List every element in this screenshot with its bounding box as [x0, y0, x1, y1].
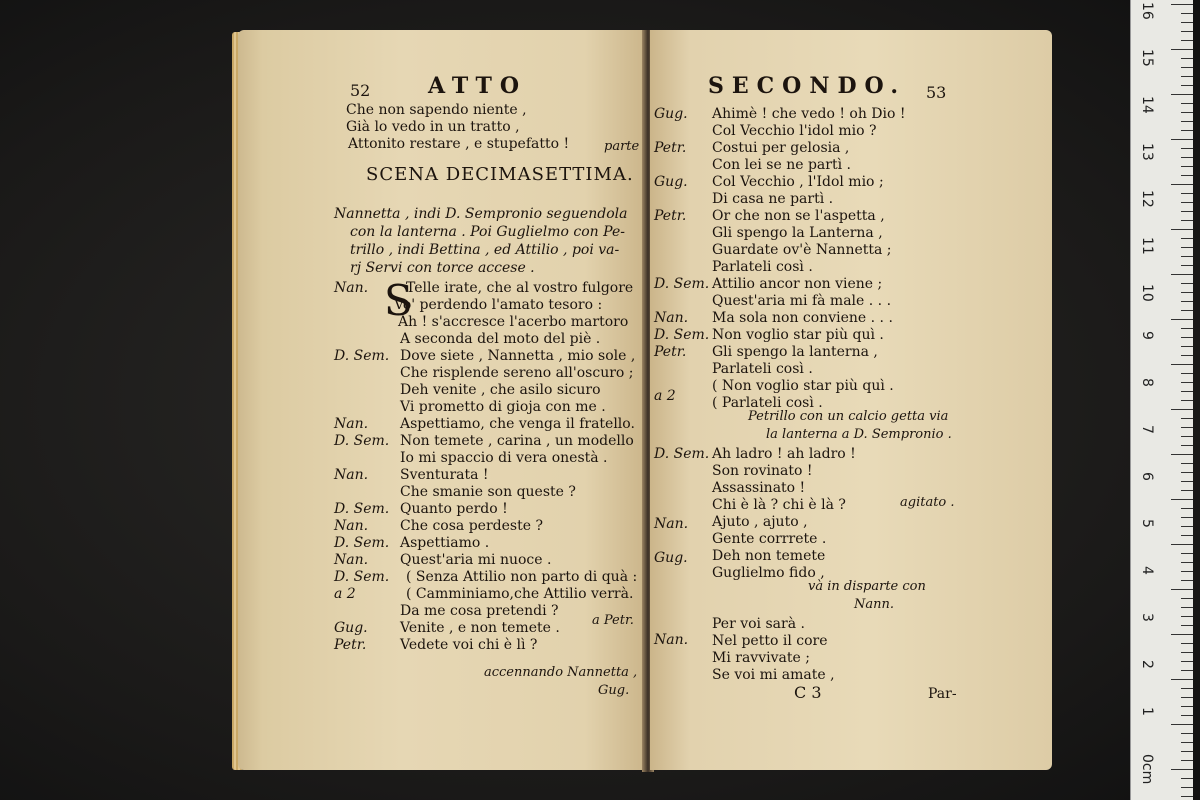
speaker-name: a 2: [334, 586, 356, 602]
ruler-tick: [1181, 220, 1193, 221]
left-page: [238, 30, 646, 770]
verse-line: Che risplende sereno all'oscuro ;: [400, 365, 634, 381]
verse-line: Quanto perdo !: [400, 501, 508, 517]
speaker-name: D. Sem.: [654, 276, 710, 292]
ruler-tick: [1181, 796, 1193, 797]
ruler-tick: [1181, 328, 1193, 329]
verse-line: ( Parlateli così .: [712, 395, 823, 411]
verse-line: ( Non voglio star più quì .: [712, 378, 894, 394]
ruler-number: 16: [1139, 2, 1155, 20]
ruler-tick: [1181, 400, 1193, 401]
ruler-tick: [1181, 418, 1193, 419]
left-running-header: ATTO: [428, 73, 527, 99]
verse-line: Gente corrrete .: [712, 531, 827, 547]
verse-line: Che cosa perdeste ?: [400, 518, 543, 534]
ruler-number: 2: [1139, 660, 1155, 669]
left-page-number: 52: [350, 81, 371, 100]
ruler-tick: [1181, 661, 1193, 662]
ruler-tick: [1181, 76, 1193, 77]
ruler-tick: [1181, 175, 1193, 176]
verse-line: Guglielmo fido ,: [712, 565, 825, 581]
speaker-name: Gug.: [334, 620, 368, 636]
speaker-name: D. Sem.: [334, 433, 390, 449]
ruler-tick: [1181, 310, 1193, 311]
ruler-tick: [1181, 67, 1193, 68]
speaker-name: D. Sem.: [654, 446, 710, 462]
catchword: Par-: [928, 686, 957, 702]
aside: accennando Nannetta ,: [484, 665, 638, 680]
verse-line: Parlateli così .: [712, 361, 813, 377]
ruler-tick: [1181, 202, 1193, 203]
verse-line: Aspettiamo .: [400, 535, 490, 551]
verse-line: Che smanie son queste ?: [400, 484, 576, 500]
ruler-tick: [1171, 139, 1193, 140]
ruler-tick: [1181, 265, 1193, 266]
ruler-number: 0cm: [1139, 754, 1155, 785]
ruler-tick: [1181, 211, 1193, 212]
ruler-number: 13: [1139, 143, 1155, 161]
ruler-number: 4: [1139, 566, 1155, 575]
speaker-name: Nan.: [334, 552, 369, 568]
speaker-name: Nan.: [334, 416, 369, 432]
ruler-number: 12: [1139, 190, 1155, 208]
ruler-number: 1: [1139, 707, 1155, 716]
ruler-tick: [1181, 103, 1193, 104]
ruler-tick: [1181, 283, 1193, 284]
ruler-tick: [1181, 58, 1193, 59]
ruler-tick: [1181, 517, 1193, 518]
ruler-tick: [1181, 148, 1193, 149]
speaker-name: a 2: [654, 388, 676, 404]
verse-line: Non temete , carina , un modello: [400, 433, 634, 449]
verse-line: Vi prometto di gioja con me .: [400, 399, 606, 415]
ruler-tick: [1171, 499, 1193, 500]
ruler-tick: [1171, 229, 1193, 230]
ruler-tick: [1181, 706, 1193, 707]
ruler-tick: [1181, 427, 1193, 428]
ruler-tick: [1181, 733, 1193, 734]
stage-direction: rj Servi con torce accese .: [350, 260, 535, 276]
speaker-name: D. Sem.: [334, 348, 390, 364]
ruler-tick: [1181, 373, 1193, 374]
ruler-tick: [1181, 562, 1193, 563]
ruler-number: 14: [1139, 96, 1155, 114]
verse-line: Col Vecchio l'idol mio ?: [712, 123, 877, 139]
speaker-name: Petr.: [334, 637, 367, 653]
speaker-name: Nan.: [334, 518, 369, 534]
ruler-tick: [1181, 193, 1193, 194]
stage-note: agitato .: [900, 495, 955, 510]
ruler-tick: [1181, 13, 1193, 14]
ruler-tick: [1181, 688, 1193, 689]
verse-line: Attilio ancor non viene ;: [712, 276, 883, 292]
verse-line: Ajuto , ajuto ,: [712, 514, 808, 530]
measuring-ruler: [1130, 0, 1193, 800]
ruler-number: 11: [1139, 237, 1155, 255]
ruler-tick: [1181, 742, 1193, 743]
text-line: Già lo vedo in un tratto ,: [346, 119, 520, 135]
ruler-tick: [1181, 355, 1193, 356]
ruler-tick: [1171, 49, 1193, 50]
ruler-tick: [1181, 166, 1193, 167]
speaker-name: Nan.: [654, 632, 689, 648]
ruler-tick: [1181, 715, 1193, 716]
verse-line: Per voi sarà .: [712, 616, 805, 632]
ruler-tick: [1181, 778, 1193, 779]
right-page: [650, 30, 1052, 770]
ruler-tick: [1171, 589, 1193, 590]
ruler-tick: [1171, 274, 1193, 275]
verse-line: Io mi spaccio di vera onestà .: [400, 450, 608, 466]
ruler-tick: [1181, 445, 1193, 446]
stage-note: Nann.: [854, 597, 895, 612]
signature-mark: C 3: [794, 683, 822, 702]
ruler-tick: [1181, 238, 1193, 239]
right-running-header: SECONDO.: [708, 73, 907, 99]
ruler-number: 3: [1139, 613, 1155, 622]
ruler-tick: [1181, 22, 1193, 23]
ruler-tick: [1171, 4, 1193, 5]
ruler-tick: [1171, 319, 1193, 320]
ruler-tick: [1181, 697, 1193, 698]
ruler-tick: [1171, 544, 1193, 545]
ruler-number: 10: [1139, 284, 1155, 302]
verse-line: Con lei se ne partì .: [712, 157, 851, 173]
stage-direction: trillo , indi Bettina , ed Attilio , poi va-: [350, 242, 620, 258]
verse-line: ( Senza Attilio non parto di quà :: [406, 569, 638, 585]
verse-line: Vo' perdendo l'amato tesoro :: [394, 297, 603, 313]
verse-line: Quest'aria mi fà male . . .: [712, 293, 892, 309]
ruler-tick: [1171, 454, 1193, 455]
verse-line: Dove siete , Nannetta , mio sole ,: [400, 348, 636, 364]
ruler-tick: [1181, 526, 1193, 527]
verse-line: Telle irate, che al vostro fulgore: [406, 280, 634, 296]
stage-note: và in disparte con: [808, 579, 926, 594]
ruler-tick: [1181, 598, 1193, 599]
speaker-name: Gug.: [654, 106, 688, 122]
ruler-tick: [1181, 760, 1193, 761]
verse-line: Ah ladro ! ah ladro !: [712, 446, 856, 462]
ruler-tick: [1171, 724, 1193, 725]
ruler-tick: [1181, 112, 1193, 113]
verse-line: A seconda del moto del piè .: [400, 331, 601, 347]
verse-line: Sventurata !: [400, 467, 489, 483]
ruler-tick: [1181, 643, 1193, 644]
ruler-tick: [1181, 508, 1193, 509]
ruler-number: 9: [1139, 331, 1155, 340]
verse-line: Ah ! s'accresce l'acerbo martoro: [398, 314, 629, 330]
ruler-tick: [1181, 481, 1193, 482]
ruler-tick: [1181, 463, 1193, 464]
ruler-tick: [1181, 472, 1193, 473]
aside: a Petr.: [592, 613, 634, 628]
verse-line: Guardate ov'è Nannetta ;: [712, 242, 892, 258]
ruler-tick: [1181, 130, 1193, 131]
speaker-name: Nan.: [334, 467, 369, 483]
ruler-tick: [1181, 670, 1193, 671]
verse-line: Parlateli così .: [712, 259, 813, 275]
speaker-name: Nan.: [334, 280, 369, 296]
speaker-name: D. Sem.: [334, 535, 390, 551]
text-line: Attonito restare , e stupefatto !: [348, 136, 570, 152]
verse-line: Venite , e non temete .: [400, 620, 560, 636]
stage-direction: con la lanterna . Poi Guglielmo con Pe-: [350, 224, 625, 240]
speaker-name: D. Sem.: [334, 569, 390, 585]
verse-line: Col Vecchio , l'Idol mio ;: [712, 174, 884, 190]
text-line: Che non sapendo niente ,: [346, 102, 527, 118]
ruler-tick: [1181, 607, 1193, 608]
ruler-tick: [1181, 616, 1193, 617]
ruler-tick: [1181, 787, 1193, 788]
ruler-number: 6: [1139, 472, 1155, 481]
open-book: [232, 22, 1062, 780]
ruler-number: 5: [1139, 519, 1155, 528]
ruler-tick: [1181, 571, 1193, 572]
verse-line: Mi ravvivate ;: [712, 650, 810, 666]
ruler-tick: [1181, 382, 1193, 383]
verse-line: Gli spengo la lanterna ,: [712, 344, 878, 360]
verse-line: Ma sola non conviene . . .: [712, 310, 893, 326]
ruler-tick: [1181, 751, 1193, 752]
ruler-tick: [1171, 679, 1193, 680]
scene-title: SCENA DECIMASETTIMA.: [366, 164, 634, 185]
drop-cap: S: [384, 276, 413, 325]
ruler-tick: [1181, 31, 1193, 32]
verse-line: ( Camminiamo,che Attilio verrà.: [406, 586, 634, 602]
speaker-name: Gug.: [654, 174, 688, 190]
ruler-tick: [1171, 94, 1193, 95]
ruler-tick: [1171, 184, 1193, 185]
ruler-tick: [1181, 40, 1193, 41]
verse-line: Di casa ne partì .: [712, 191, 834, 207]
ruler-tick: [1181, 625, 1193, 626]
verse-line: Assassinato !: [712, 480, 806, 496]
ruler-tick: [1171, 364, 1193, 365]
speaker-name: Petr.: [654, 344, 687, 360]
ruler-tick: [1181, 121, 1193, 122]
speaker-name: Petr.: [654, 140, 687, 156]
ruler-tick: [1181, 391, 1193, 392]
ruler-tick: [1171, 634, 1193, 635]
speaker-name: Petr.: [654, 208, 687, 224]
speaker-name: Gug.: [654, 550, 688, 566]
ruler-tick: [1181, 535, 1193, 536]
ruler-tick: [1181, 157, 1193, 158]
stage-note: parte: [604, 139, 640, 154]
stage-note: la lanterna a D. Sempronio .: [766, 427, 952, 442]
verse-line: Or che non se l'aspetta ,: [712, 208, 885, 224]
verse-line: Vedete voi chi è lì ?: [400, 637, 538, 653]
ruler-number: 8: [1139, 378, 1155, 387]
stage-note: Petrillo con un calcio getta via: [748, 409, 949, 424]
verse-line: Non voglio star più quì .: [712, 327, 884, 343]
speaker-name: Nan.: [654, 310, 689, 326]
verse-line: Nel petto il core: [712, 633, 828, 649]
ruler-tick: [1181, 247, 1193, 248]
verse-line: Quest'aria mi nuoce .: [400, 552, 552, 568]
verse-line: Gli spengo la Lanterna ,: [712, 225, 883, 241]
ruler-tick: [1181, 652, 1193, 653]
stage-direction: Nannetta , indi D. Sempronio seguendola: [334, 206, 628, 222]
ruler-tick: [1181, 436, 1193, 437]
right-page-number: 53: [926, 83, 947, 102]
verse-line: Son rovinato !: [712, 463, 813, 479]
verse-line: Chi è là ? chi è là ?: [712, 497, 846, 513]
verse-line: Ahimè ! che vedo ! oh Dio !: [712, 106, 906, 122]
ruler-number: 15: [1139, 49, 1155, 67]
speaker-name: D. Sem.: [334, 501, 390, 517]
ruler-number: 7: [1139, 425, 1155, 434]
speaker-name: D. Sem.: [654, 327, 710, 343]
ruler-tick: [1181, 337, 1193, 338]
verse-line: Da me cosa pretendi ?: [400, 603, 559, 619]
ruler-tick: [1181, 490, 1193, 491]
verse-line: Aspettiamo, che venga il fratello.: [400, 416, 635, 432]
verse-line: Se voi mi amate ,: [712, 667, 835, 683]
ruler-tick: [1171, 409, 1193, 410]
ruler-tick: [1181, 580, 1193, 581]
verse-line: Deh non temete: [712, 548, 826, 564]
ruler-tick: [1181, 346, 1193, 347]
catchword: Gug.: [598, 683, 630, 698]
speaker-name: Nan.: [654, 516, 689, 532]
ruler-tick: [1181, 553, 1193, 554]
ruler-tick: [1171, 769, 1193, 770]
ruler-tick: [1181, 292, 1193, 293]
verse-line: Deh venite , che asilo sicuro: [400, 382, 601, 398]
ruler-tick: [1181, 256, 1193, 257]
ruler-tick: [1181, 301, 1193, 302]
verse-line: Costui per gelosia ,: [712, 140, 850, 156]
ruler-tick: [1181, 85, 1193, 86]
